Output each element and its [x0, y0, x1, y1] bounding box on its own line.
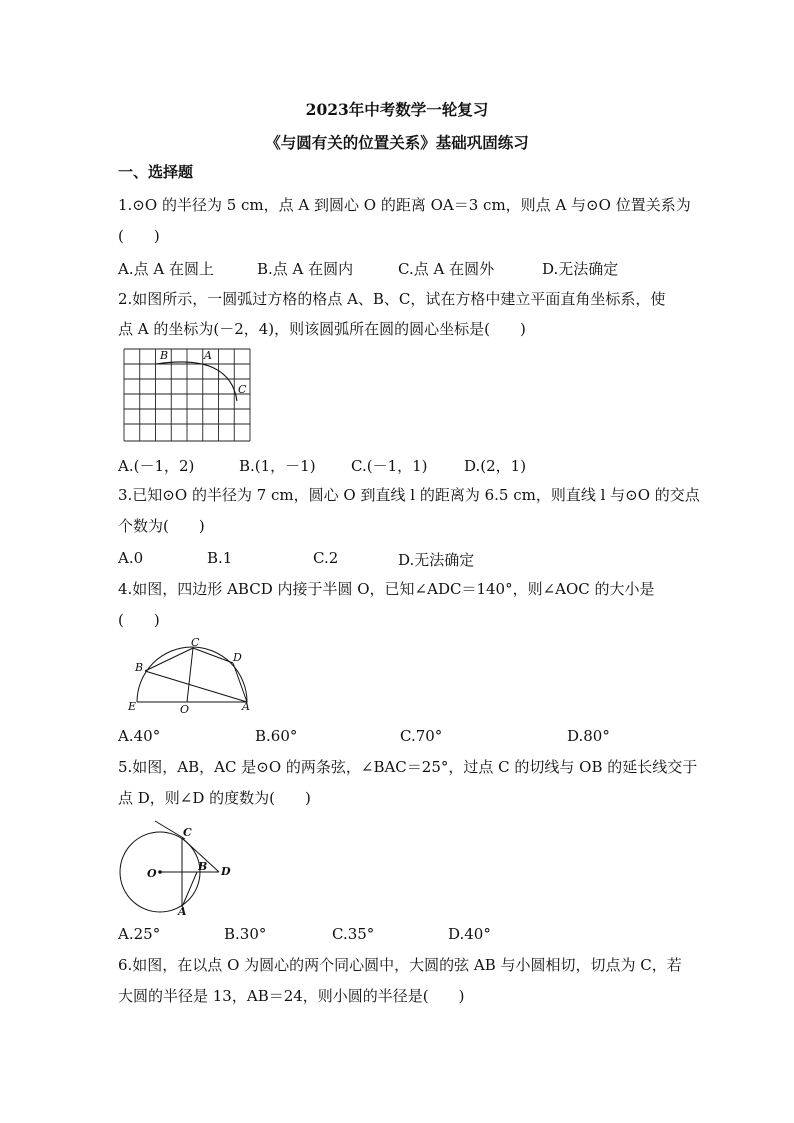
q2-option-d: D.(2，1): [464, 457, 527, 475]
q4-option-d: D.80°: [567, 727, 610, 745]
q1-option-d: D.无法确定: [542, 260, 619, 278]
q1-text-line1: 1.⊙O 的半径为 5 cm，点 A 到圆心 O 的距离 OA＝3 cm，则点 A 与⊙O 位置关系为: [118, 196, 691, 214]
q4-label-o: O: [180, 703, 190, 716]
q3-option-b: B.1: [207, 549, 233, 567]
q4-text-line1: 4.如图，四边形 ABCD 内接于半圆 O，已知∠ADC＝140°，则∠AOC 的大小是: [118, 580, 655, 598]
q4-option-c: C.70°: [400, 727, 443, 745]
q5-option-b: B.30°: [224, 925, 267, 943]
q5-label-o: O: [147, 867, 157, 880]
q1-option-a: A.点 A 在圆上: [118, 260, 214, 278]
doc-title-line1: 2023年中考数学一轮复习: [305, 100, 489, 119]
q1-text-line2: ( ): [118, 227, 160, 245]
q6-text-line2: 大圆的半径是 13，AB＝24，则小圆的半径是( ): [118, 987, 465, 1005]
q4-figure-semicircle: [125, 636, 260, 716]
q4-label-e: E: [128, 700, 137, 713]
section-heading: 一、选择题: [118, 163, 194, 181]
q2-text-line1: 2.如图所示，一圆弧过方格的格点 A、B、C，试在方格中建立平面直角坐标系，使: [118, 290, 666, 308]
doc-title-line2: 《与圆有关的位置关系》基础巩固练习: [265, 133, 529, 152]
q2-arc: [156, 362, 237, 401]
q2-text-line2: 点 A 的坐标为(－2，4)，则该圆弧所在圆的圆心坐标是( ): [118, 320, 526, 338]
q6-text-line1: 6.如图，在以点 O 为圆心的两个同心圆中，大圆的弦 AB 与小圆相切，切点为 C，若: [118, 956, 682, 974]
q4-label-d: D: [233, 651, 242, 664]
q4-option-b: B.60°: [255, 727, 298, 745]
q2-label-a: A: [204, 349, 212, 362]
q2-option-c: C.(－1，1): [351, 457, 428, 475]
q3-text-line2: 个数为( ): [118, 517, 205, 535]
q2-label-c: C: [238, 383, 247, 396]
q3-text-line1: 3.已知⊙O 的半径为 7 cm，圆心 O 到直线 l 的距离为 6.5 cm，则直线 l 与⊙O 的交点: [118, 486, 700, 504]
q5-label-d: D: [221, 865, 231, 878]
q2-figure-grid: [120, 345, 255, 445]
q4-option-a: A.40°: [118, 727, 161, 745]
q5-figure-circle: [115, 815, 245, 918]
q3-option-a: A.0: [118, 549, 144, 567]
q5-label-a: A: [178, 905, 187, 918]
q2-label-b: B: [160, 349, 169, 362]
q1-option-b: B.点 A 在圆内: [257, 260, 354, 278]
q3-option-c: C.2: [313, 549, 339, 567]
q4-label-c: C: [191, 636, 200, 649]
q4-label-b: B: [135, 661, 144, 674]
q5-label-b: B: [198, 860, 208, 873]
q5-text-line1: 5.如图，AB，AC 是⊙O 的两条弦，∠BAC＝25°，过点 C 的切线与 OB 的延长线交于: [118, 758, 698, 776]
q3-option-d: D.无法确定: [398, 551, 475, 569]
q4-text-line2: ( ): [118, 611, 160, 629]
q2-option-b: B.(1，－1): [239, 457, 316, 475]
q1-option-c: C.点 A 在圆外: [398, 260, 495, 278]
q4-label-a: A: [242, 700, 250, 713]
q5-option-c: C.35°: [332, 925, 375, 943]
q2-option-a: A.(－1，2): [118, 457, 195, 475]
q5-option-d: D.40°: [448, 925, 491, 943]
q5-text-line2: 点 D，则∠D 的度数为( ): [118, 789, 311, 807]
q5-option-a: A.25°: [118, 925, 161, 943]
q5-label-c: C: [183, 826, 192, 839]
